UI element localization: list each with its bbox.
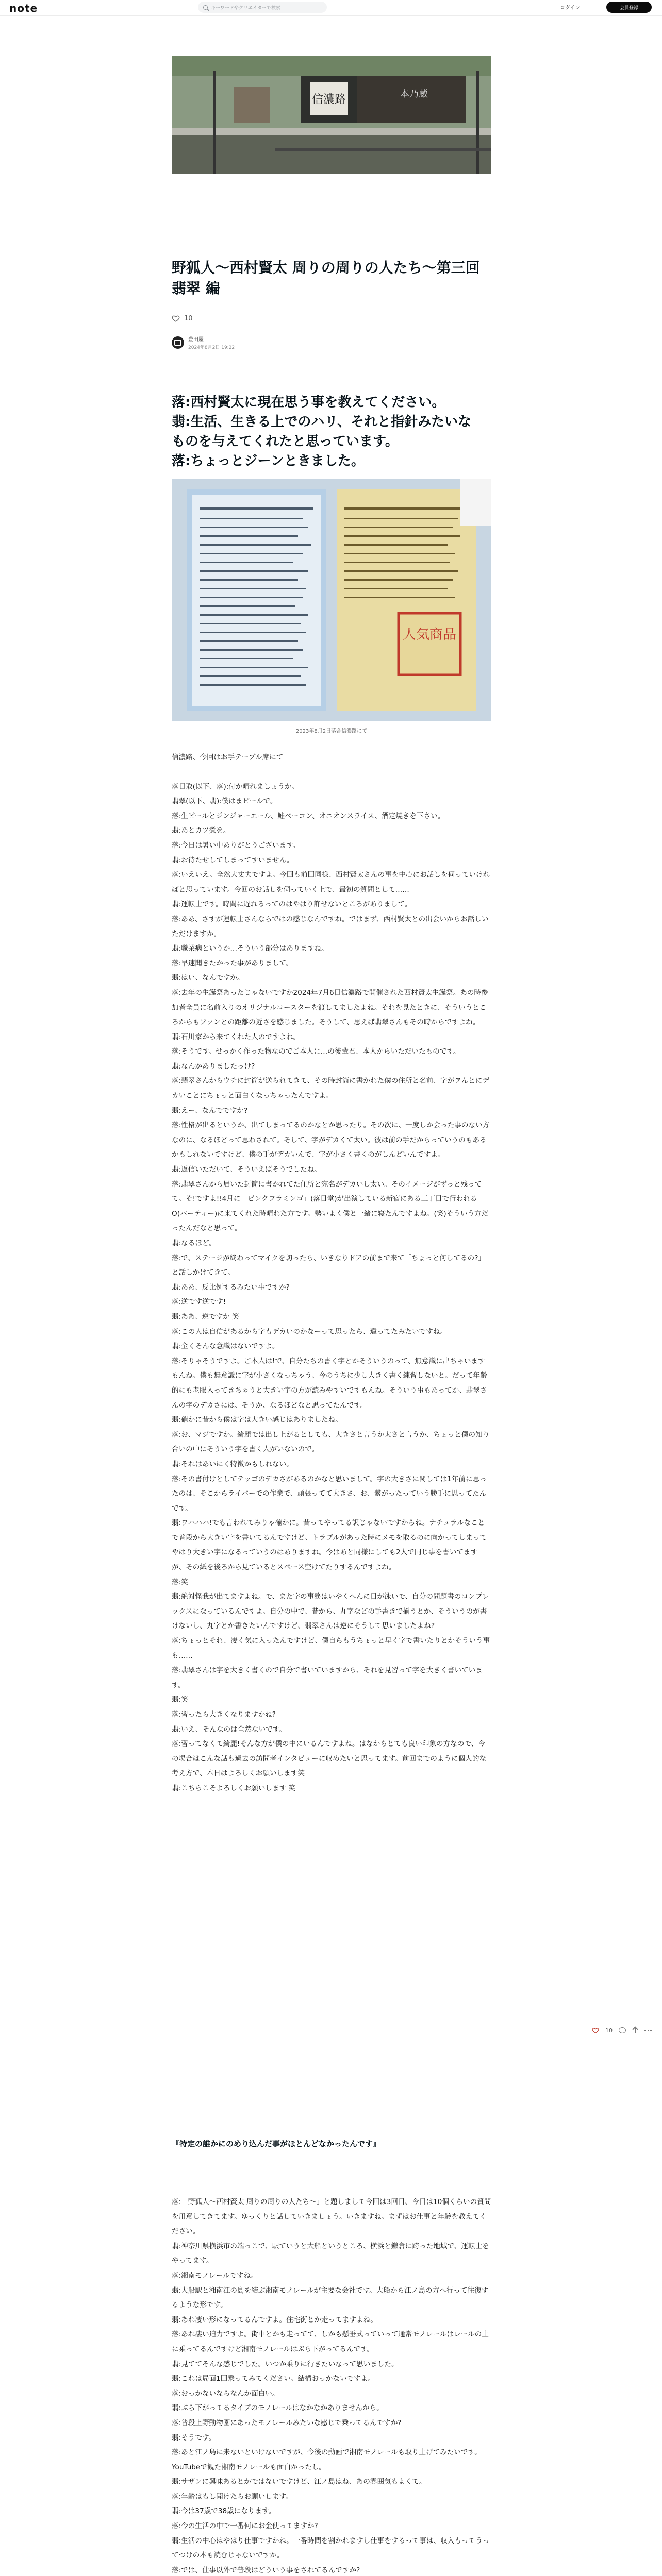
body-paragraph: 落:ちょっとそれ、凄く気に入ったんですけど、僕自らもうちょっと早く字で書いたりとかそういう事も…… xyxy=(172,1637,490,1660)
body-paragraph: 翡:お待たせしてしまってすいません。 xyxy=(172,856,294,865)
section-heading: 『特定の誰かにのめり込んだ事がほとんどなかったんです』 xyxy=(172,2139,381,2148)
body-paragraph: 翡:職業病というか…そういう部分はありますね。 xyxy=(172,944,328,953)
login-button[interactable]: ログイン xyxy=(560,5,581,11)
body-paragraph: 翡:えー、なんでですか? xyxy=(172,1106,248,1115)
avatar[interactable] xyxy=(172,336,184,349)
section-paragraph: 落:では、仕事以外で普段はどういう事をされてるんですか? xyxy=(172,2566,360,2574)
like-row xyxy=(172,314,193,323)
author-date: 2024年8月2日 19:22 xyxy=(188,345,235,350)
section-paragraph: 落:おっかないならなんか面白い。 xyxy=(172,2389,279,2398)
lead-line: 落:ちょっとジーンときました。 xyxy=(172,453,365,469)
body-paragraph: 翡:あとカツ煮を。 xyxy=(172,826,230,835)
body-paragraph: 落:去年の生誕祭あったじゃないですか2024年7月6日信濃路で開催された西村賢太生誕祭。あの時参加者全員に名前入りのオリジナルコースターを渡してましたよね。それを見たときに、そういうところからもファンとの距離の近さを感じました。そうして、思えば翡翠さんもその時からですよね。 xyxy=(172,988,488,1027)
body-paragraph: 落:その書付けとしてテッゴのデカさがあるのかなと思いまして。字の大きさに関しては1年前に思ったのは、そこからライバーでの作業で、頑張ってて大きさ、お、繋がったっていう勝手に思ってたんです。 xyxy=(172,1475,487,1513)
body-paragraph: 落:で、ステージが終わってマイクを切ったら、いきなりドアの前まで来て「ちょっと何してるの?」と話しかけてきて。 xyxy=(172,1253,486,1277)
section-paragraph: 落:今の生活の中で一番何にお金使ってますか? xyxy=(172,2522,318,2531)
body-paragraph: 落:逆です逆です! xyxy=(172,1298,226,1307)
body-paragraph: 翡:石川家から来てくれた人のですよね。 xyxy=(172,1032,301,1041)
body-paragraph: 落:ああ、さすが運転士さんならではの感じなんですね。ではまず、西村賢太との出会いからお話しいただけますか。 xyxy=(172,914,489,938)
body-paragraph: 落:翡翠さんから届いた封筒に書かれてた住所と宛名がデカいし太い。そのイメージがずっと残ってて。そ!ですよ!!4月に「ビンクフラミンゴ」(落日堂)が出演している新宿にある三丁目で行われるO(パーティー)に来てくれた時晴れた方です。勢いよく僕と一緒に寝たんですよね。(笑)そういう方だったんだなと思って。 xyxy=(172,1180,489,1233)
body-paragraph: 信濃路、今回はお手テーブル席にて xyxy=(172,753,284,761)
body-paragraph: 落:笑 xyxy=(172,1578,188,1586)
section-paragraph: 翡:これは局面1回乗ってみてください。結構おっかないですよ。 xyxy=(172,2375,375,2383)
section-paragraph: 翡:あれ凄い形になってるんですよ。住宅街とか走ってますよね。 xyxy=(172,2315,377,2324)
body-paragraph: 翡:ワハハハ!でも言われてみりゃ確かに。昔ってやってる訳じゃないですからね。ナチュラルなことで普段から大きい字を書いてるんですけど、トラブルがあった時にメモを取るのに向かってしまってやはり大きい字になるっていうのはありますね。今はあと同様にしても2人で同じ事を書いてますが、その紙を後ろから見ているとスペース空けてたりするんですよね。 xyxy=(172,1519,487,1572)
section-paragraph: 翡:ぶら下がってるタイプのモノレールはなかなかありませんから。 xyxy=(172,2404,384,2413)
body-paragraph: 翡:運転士です。時間に遅れるってのはやはり許せないところがありまして。 xyxy=(172,900,412,909)
section-paragraph: 落:湘南モノレールですね。 xyxy=(172,2271,258,2280)
body-paragraph: 落:翡翠さんからウチに封筒が送られてきて、その時封筒に書かれた僕の住所と名前、字がヲんとにデカいことにちょっと面白くなっちゃったんですよ。 xyxy=(172,1077,490,1100)
menu-photo xyxy=(172,479,491,721)
body-paragraph: 落:翡翠さんは字を大きく書くので自分で書いていますから、それを見習って字を大きく書いています。 xyxy=(172,1666,483,1689)
body-paragraph: 翡:ああ、逆ですか 笑 xyxy=(172,1312,239,1321)
menu-badge-text: 人気商品 xyxy=(402,627,457,642)
search-bar[interactable] xyxy=(198,2,327,13)
site-header xyxy=(0,0,662,16)
body-paragraph: 落:今日は暑い中ありがとうございます。 xyxy=(172,841,300,850)
svg-text:信濃路: 信濃路 xyxy=(311,93,346,106)
body-paragraph: 翡:ああ、反比例するみたい事ですか? xyxy=(172,1283,290,1292)
hero-image xyxy=(172,56,491,174)
body-paragraph: 落:いえいえ。全然大丈夫ですよ。今回も前回同様、西村賢太さんの事を中心にお話しを伺っていければと思っています。今回のお話しを伺っていく上で、最初の質問として…… xyxy=(172,871,490,894)
signup-button[interactable]: 会員登録 xyxy=(606,2,652,13)
body-paragraph: 落:習ってなくて綺麗!そんな方が僕の中にいるんですよね。はなからとても良い印象の方なので、今の場合はこんな話も過去の訪問者インタビューに収めたいと思ってます。前回までのように個人的な考え方で、本日はよろしくお願いします笑 xyxy=(172,1740,487,1778)
section-paragraph: 翡:今は37歳で38歳になります。 xyxy=(172,2507,276,2516)
body-paragraph: 落:生ビールとジンジャーエール、鮭ベーコン、オニオンスライス、酒定焼きを下さい。 xyxy=(172,811,445,820)
more-icon[interactable] xyxy=(644,2030,652,2031)
section-paragraph: 落:年齢はもし聞けたらお願いします。 xyxy=(172,2492,293,2501)
body-paragraph: 翡:全くそんな意識はないですよ。 xyxy=(172,1342,279,1351)
share-icon[interactable] xyxy=(632,2027,638,2033)
heart-icon[interactable] xyxy=(592,2027,599,2034)
section-paragraph: 翡:そうです。 xyxy=(172,2433,216,2442)
body-paragraph: 落:早速聞きたかった事がありまして。 xyxy=(172,959,293,968)
lead-quote xyxy=(172,393,491,471)
author-info xyxy=(172,335,235,350)
body-paragraph: 落:習ったら大きくなりますかね? xyxy=(172,1710,276,1719)
search-icon xyxy=(203,5,208,10)
side-like-count: 10 xyxy=(605,2027,613,2034)
author-name[interactable]: 豊田屋 xyxy=(188,337,204,343)
section-paragraph: 翡:生活の中心はやはり仕事ですかね。一番時間を割かれますし仕事をするって事は、収入もってうってつけの本も読むじゃないですか。 xyxy=(172,2536,490,2560)
body-paragraph: 翡翠(以下、翡):僕はまビールで。 xyxy=(172,797,277,806)
heart-icon[interactable] xyxy=(172,314,180,323)
like-count: 10 xyxy=(184,314,193,323)
body-paragraph: 落:そりゃそうですよ。ご本人は!で、自分たちの書く字とかそういうのって、無意識に出ちゃいますもんね。僕も無意識に字が小さくなっちゃう、今のうちに少し大きく書く練習しないと。だって年齢的にも老眼入ってきちゃうと大きい字の方が読みやすいですもんね。そういう事もあってか、翡翠さんの字のデカさには、そうか、なるほどなと思ってたんです。 xyxy=(172,1357,487,1410)
lead-line: 落:西村賢太に現在思う事を教えてください。 xyxy=(172,395,445,410)
search-placeholder: キーワードやクリエイターで検索 xyxy=(211,5,280,11)
body-paragraph: 翡:こちらこそよろしくお願いします 笑 xyxy=(172,1784,295,1792)
body-paragraph: 翡:なんかありましたっけ? xyxy=(172,1062,255,1071)
lead-line: 翡:生活、生きる上でのハリ、それと指針みたいな xyxy=(172,414,472,430)
section-paragraph: 翡:神奈川県横浜市の端っこで、駅ていうと大船というところ、横浜と鎌倉に跨った地域で、運転士をやってます。 xyxy=(172,2242,489,2265)
body-paragraph: 翡:絶対怪我が出てますよね。で、また字の事務はいやくへんに目が泳いで、自分の問題書のコンプレックスになっているんですよ。自分の中で、昔から、丸字などの手書きで揃うとか、そういうのが書けないし、丸字とか書きたいんですけど、翡翠さんは逆にそうして思いましたよね? xyxy=(172,1592,489,1631)
section-paragraph: 翡:サザンに興味あるとかではないですけど、江ノ島はね、あの雰囲気もよくて。 xyxy=(172,2478,426,2486)
body-paragraph: 落:お、マジですか。綺麗では出し上がるとしても、大きさと言うか太さと言うか、ちょっと僕の知り合いの中にそういう字を書く人がいないので。 xyxy=(172,1430,490,1454)
body-paragraph: 翡:なるほど。 xyxy=(172,1239,217,1247)
section-paragraph: 落:「野狐人～西村賢太 周りの周りの人たち～」と題しまして今回は3回目、今日は10個くらいの質問を用意してきてます。ゆっくりと話していきましょう。いきますね。まずはお仕事と年齢を教えてください。 xyxy=(172,2198,491,2236)
section-paragraph: 落:普段上野動物園にあったモノレールみたいな感じで乗ってるんですか? xyxy=(172,2418,402,2427)
section-paragraph: 翡:見ててそんな感じでした。いつか乗りに行きたいなって思いました。 xyxy=(172,2360,399,2368)
section-paragraph: 落:あれ凄い迫力ですよ。街中とかも走ってて、しかも懸垂式っていって通常モノレールはレールの上に乗ってるんですけど湘南モノレールはぶら下がってるんです。 xyxy=(172,2330,489,2353)
photo-caption: 2023年8月2日落合信濃路にて xyxy=(295,728,368,734)
body-paragraph: 落日取(以下、落):付か晴れましょうか。 xyxy=(172,782,299,791)
section-paragraph: 落:あと江ノ島に来ないといけないですが、今後の動画で湘南モノレールも取り上げてみたいです。YouTubeで観た湘南モノレールも面白かったし。 xyxy=(172,2448,482,2471)
floating-actions xyxy=(592,2027,652,2034)
body-paragraph: 落:この人は自信があるから字もデカいのかなーって思ったら、違ってたみたいですね。 xyxy=(172,1327,447,1336)
svg-text:本乃蔵: 本乃蔵 xyxy=(400,89,428,99)
section-body xyxy=(172,2195,491,2576)
body-paragraph: 翡:確かに昔から僕は字は大きい感じはありましたね。 xyxy=(172,1416,342,1425)
body-paragraph: 翡:はい、なんですか。 xyxy=(172,974,244,982)
article-title: 野狐人～西村賢太 周りの周りの人たち～第三回 翡翠 編 xyxy=(172,259,480,297)
lead-line: ものを与えてくれたと思っています。 xyxy=(172,434,399,449)
body-paragraph xyxy=(172,765,491,779)
body-paragraph: 翡:いえ、そんなのは全然ないです。 xyxy=(172,1725,286,1734)
body-paragraph: 翡:笑 xyxy=(172,1696,188,1704)
body-paragraph: 翡:返信いただいて、そういえばそうでしたね。 xyxy=(172,1165,321,1174)
body-paragraph: 落:そうです。せっかく作った物なのでご本人に…の後輩君、本人からいただいたものです。 xyxy=(172,1047,460,1056)
section-paragraph: 翡:大船駅と湘南江の島を結ぶ湘南モノレールが主要な会社です。大船から江ノ島の方へ行って往復するような形です。 xyxy=(172,2286,489,2310)
body-paragraph: 翡:それはあいにく特徴かもしれない。 xyxy=(172,1460,293,1468)
comment-icon[interactable] xyxy=(619,2027,626,2033)
body-paragraph: 落:性格が出るというか、出てしまってるのかなとか思ったり。その次に、一度しか会った事のない方なのに、なるほどって思わされて。そして、字がデカくて太い。彼は前の手だからっていうのもあるかもしれないですけど、僕の手がデカいんで、字が小さく書くのがしんどいんですよ。 xyxy=(172,1121,490,1159)
article-body xyxy=(172,750,491,1796)
note-logo[interactable]: note xyxy=(9,2,38,14)
